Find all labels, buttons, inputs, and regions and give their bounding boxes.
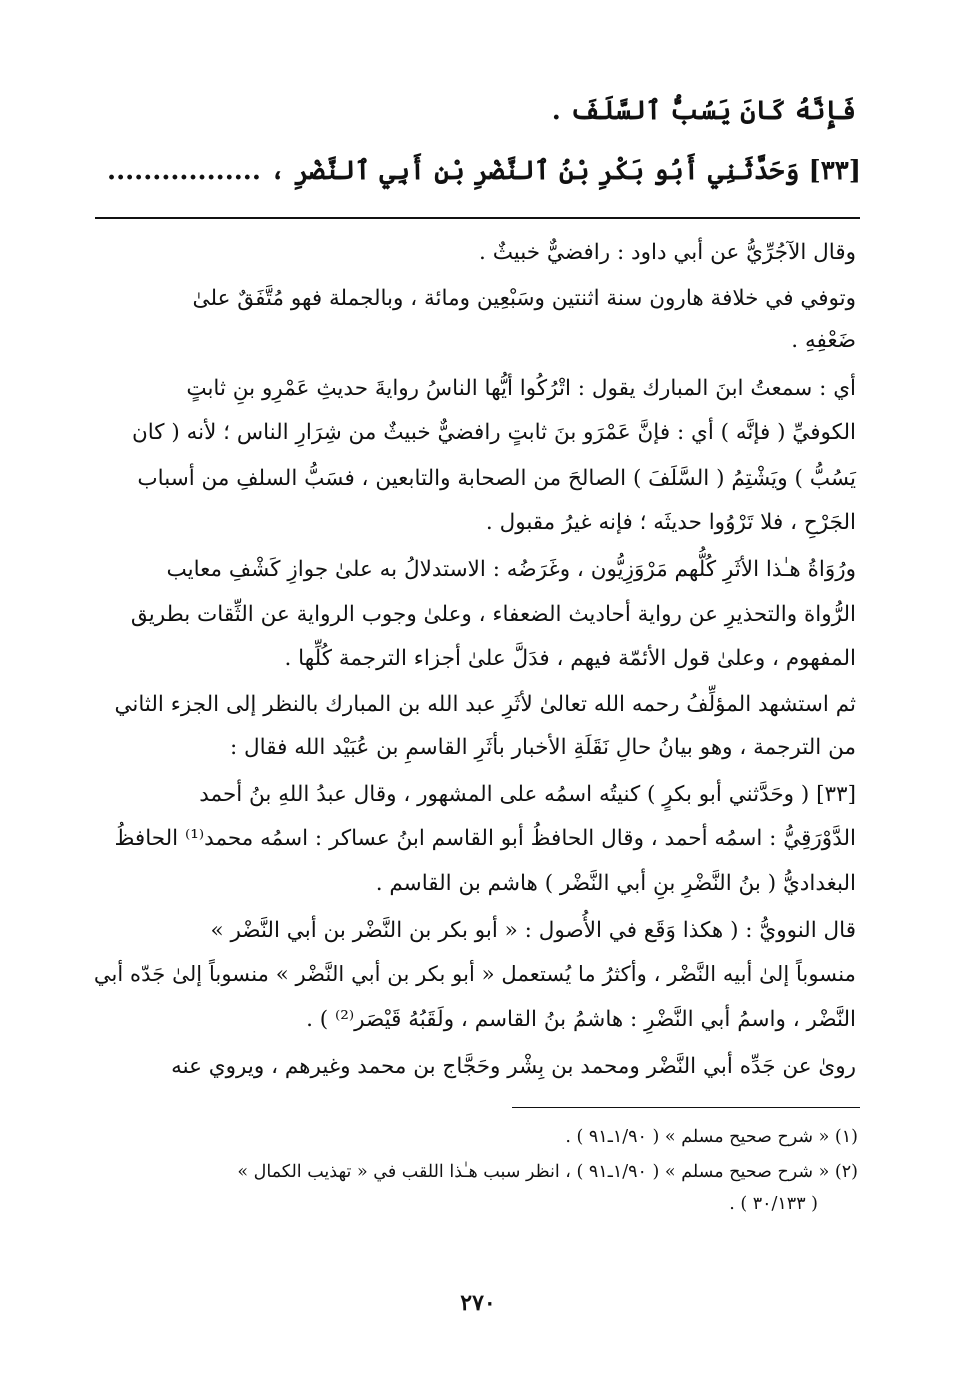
body-line: ضَعْفِهِ . — [791, 328, 856, 353]
body-line: أي : سمعتُ ابنَ المبارك يقول : اتْرُكُوا أيُّها الناسُ روايةَ حديثِ عَمْرِو بنِ ثابتٍ — [186, 376, 856, 401]
body-line: قال النوويُّ : ( هكذا وَقَع في الأُصول : « أبو بكر بن النَّضْر بن أبي النَّضْر » — [210, 918, 856, 943]
body-line: وتوفي في خلافة هارون سنة اثنتين وسَبْعِين ومائة ، وبالجملة فهو مُتَّفَقٌ علىٰ — [192, 286, 856, 311]
body-line: الدَّوْرَقِيُّ : اسمُه أحمد ، وقال الحافظُ أبو القاسم ابنُ عساكر : اسمُه محمد⁽¹⁾ الحافظُ — [114, 826, 856, 851]
body-line: الجَرْحِ ، فلا تَرْوُوا حديثَه ؛ فإنه غيرُ مقبول . — [485, 510, 856, 535]
footnote-2: (٢) « شرح صحيح مسلم » ( ١/٩٠ـ٩١ ) ، انظر سبب هـٰذا اللقب في « تهذيب الكمال » — [237, 1162, 858, 1182]
footnote-2-continuation: ( ٣٠/١٣٣ ) . — [729, 1194, 818, 1214]
body-line: [٣٣] ( وحَدَّثني أبو بكرٍ ) كنيتُه اسمُه على المشهور ، وقال عبدُ اللهِ بنُ أحمد — [199, 782, 856, 807]
body-line: الكوفيِّ ( فإنَّه ) أي : فإنَّ عَمْرَو بنَ ثابتٍ رافضيٌّ خبيثٌ من شِرَارِ الناس ؛ لأنه ( كان — [131, 420, 856, 445]
body-line: يَسُبُّ ) ويَشْتِمُ ( السَّلَفَ ) الصالحَ من الصحابة والتابعين ، فسَبُّ السلفِ من أسباب — [137, 466, 856, 491]
body-line: ورُوَاةُ هـٰذا الأثَرِ كُلُّهم مَرْوَزِيُّون ، وغَرَضُه : الاستدلالُ به علىٰ جوازِ كَشْفِ معايب — [166, 557, 856, 582]
matn-line-2: [٣٣] وَحَدَّثَنِي أَبُو بَكْرِ بْنُ ٱلنَّضْرِ بْنِ أَبِي ٱلنَّضْرِ ، ................. — [107, 156, 861, 186]
body-line: المفهوم ، وعلىٰ قول الأئمّة فيهم ، فدَلَّ علىٰ أجزاء الترجمة كُلِّها . — [284, 646, 856, 671]
body-line: الرُّواة والتحذيرِ عن رواية أحاديث الضعفاء ، وعلىٰ وجوب الرواية عن الثِّقات بطريق — [130, 602, 856, 627]
body-line: وقال الآجُرِّيُّ عن أبي داود : رافضيٌّ خبيثٌ . — [479, 240, 856, 265]
header-divider — [95, 217, 860, 219]
body-line: منسوباً إلىٰ أبيه النَّضْر ، وأكثرُ ما يُستعمل « أبو بكر بن أبي النَّضْر » منسوباً إلىٰ جَدّه أبي — [93, 962, 856, 987]
matn-line-1: فَإِنَّهُ كَانَ يَسُبُّ ٱلسَّلَفَ . — [551, 96, 856, 126]
page-number: ٢٧٠ — [460, 1290, 496, 1316]
footnote-1: (١) « شرح صحيح مسلم » ( ١/٩٠ـ٩١ ) . — [565, 1127, 858, 1147]
body-line: ثم استشهد المؤلِّفُ رحمه الله تعالىٰ لأثَرِ عبد الله بن المبارك بالنظر إلى الجزء الثاني — [114, 692, 856, 717]
body-line: النَّضْر ، واسمُ أبي النَّضْرِ : هاشمُ بنُ القاسم ، ولَقَبُهُ قَيْصَر⁽²⁾ ) . — [306, 1007, 856, 1032]
body-line: البغداديُّ ( بنُ النَّضْرِ بنِ أبي النَّضْر ) هاشم بن القاسم . — [375, 871, 856, 896]
body-line: روىٰ عن جَدِّه أبي النَّضْر ومحمد بن بِشْر وحَجَّاج بن محمد وغيرهم ، ويروي عنه — [171, 1054, 856, 1079]
footnote-divider — [512, 1107, 860, 1108]
body-line: من الترجمة ، وهو بيانُ حالِ نَقَلَةِ الأخبار بأثَرِ القاسمِ بن عُبَيْد الله فقال : — [229, 735, 856, 760]
